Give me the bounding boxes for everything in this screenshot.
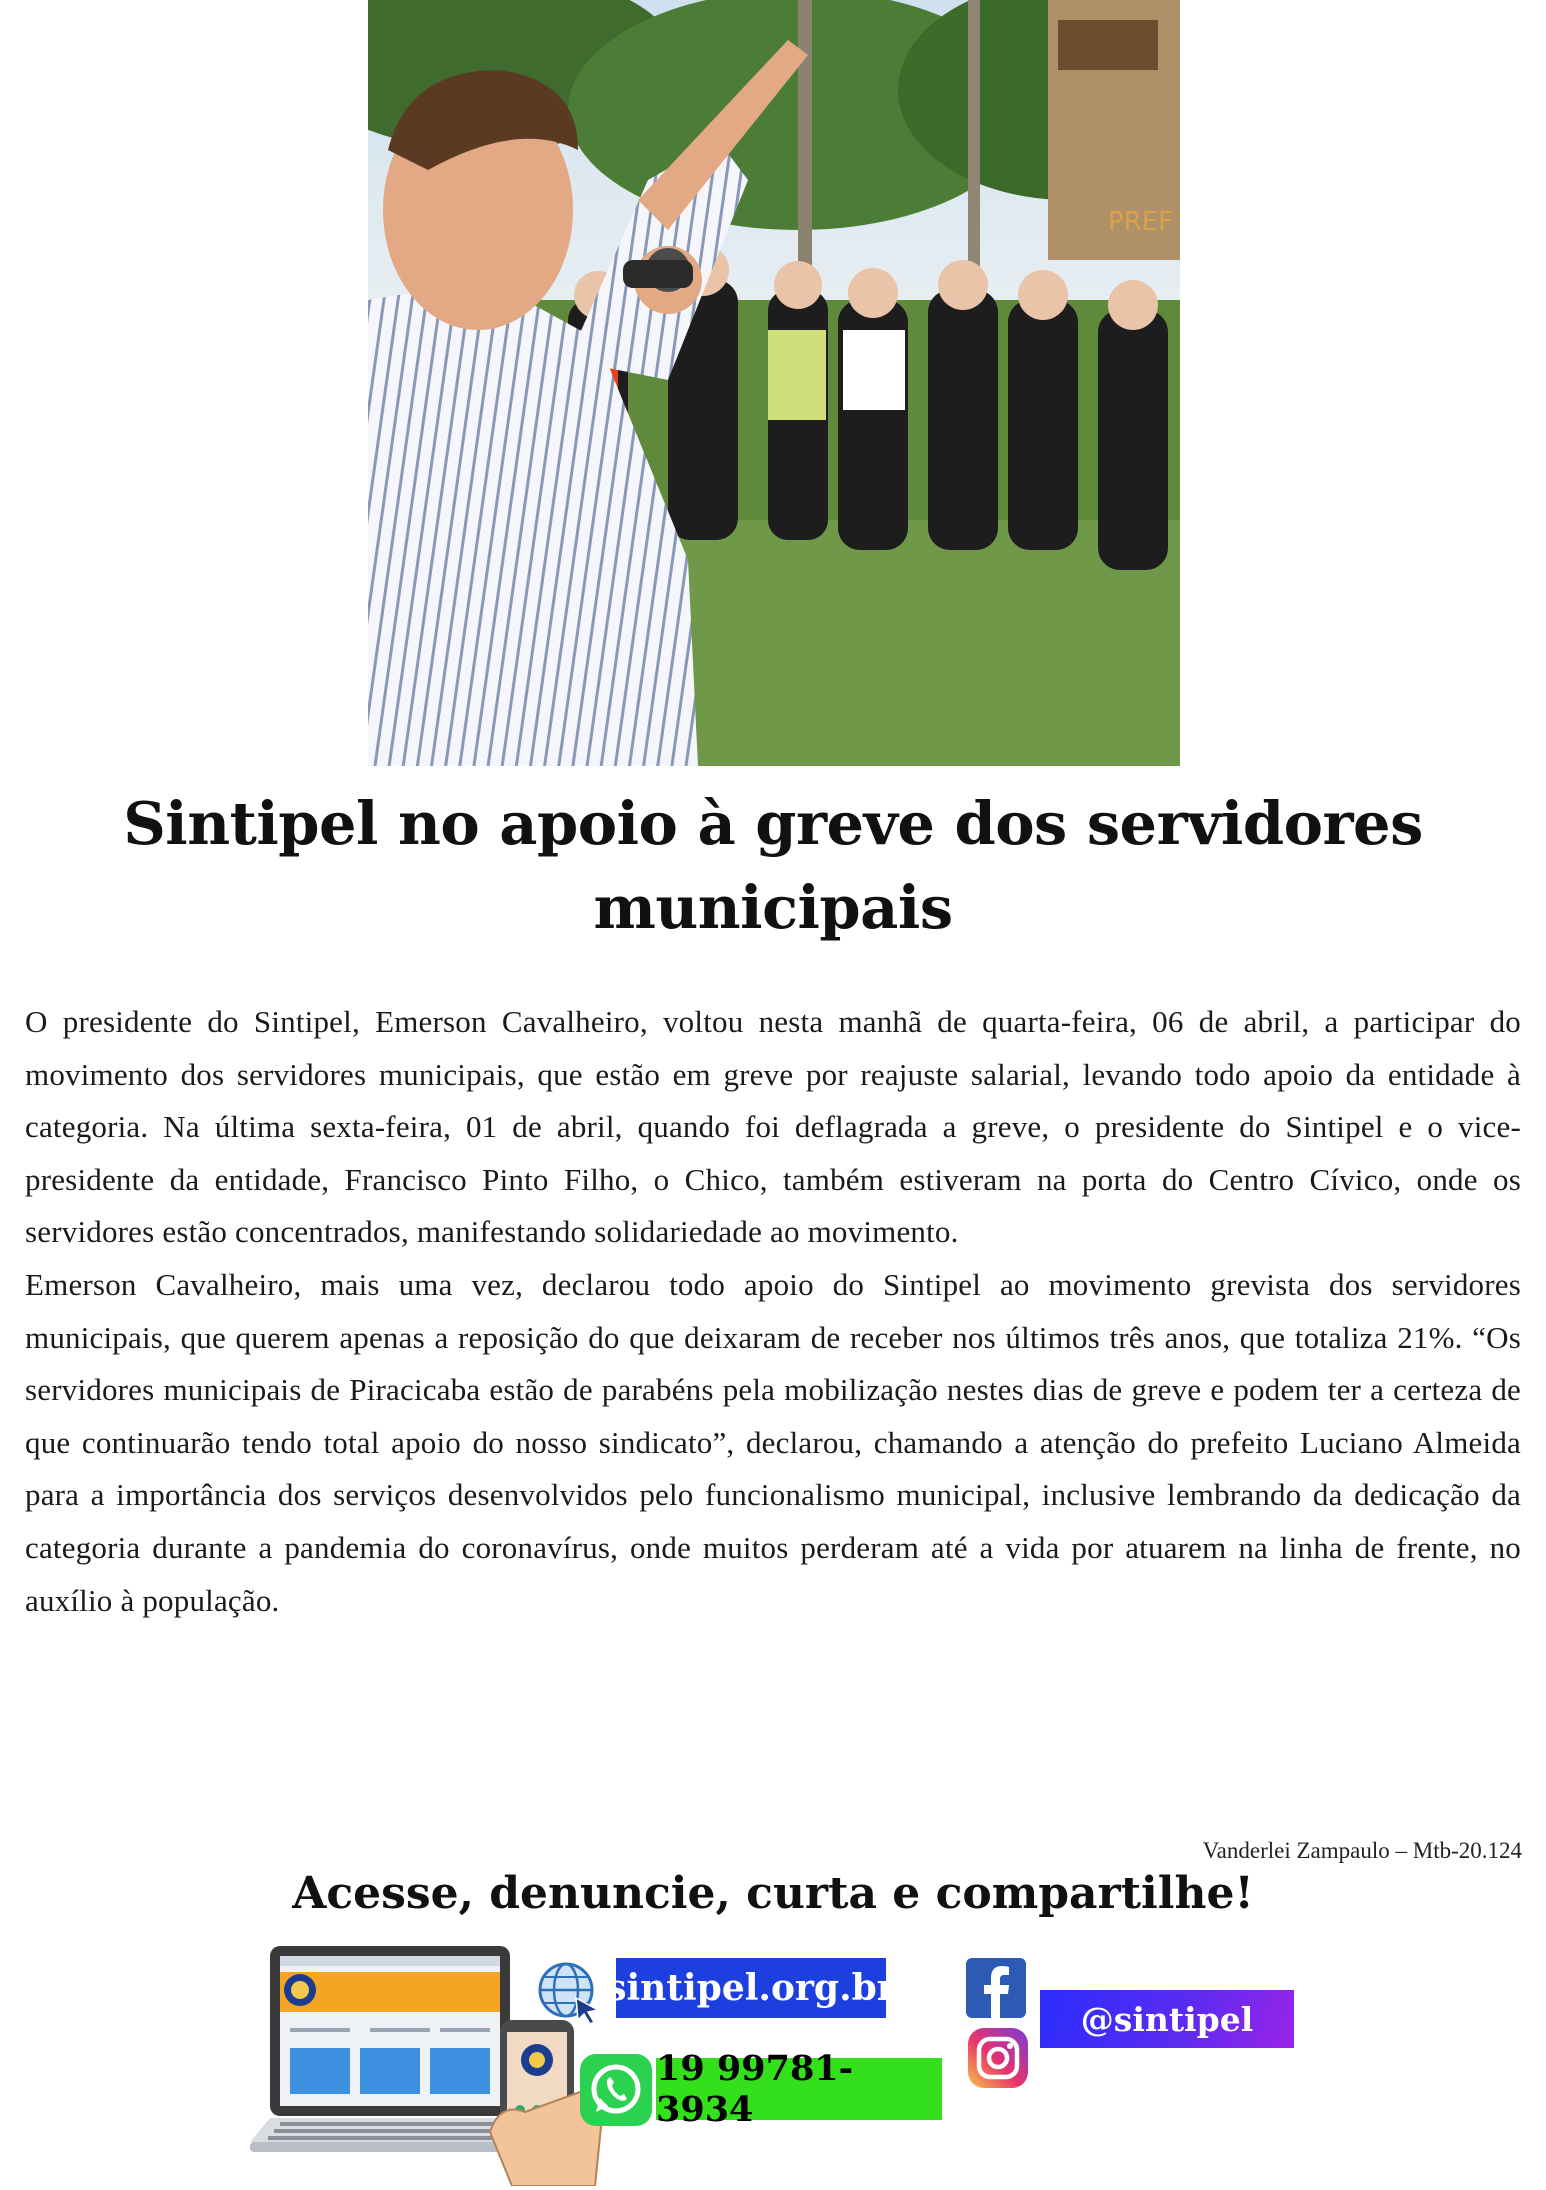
facebook-icon[interactable] [966, 1958, 1026, 2018]
globe-icon [536, 1960, 602, 2026]
article-paragraph: O presidente do Sintipel, Emerson Cavalheiro, voltou nesta manhã de quarta-feira, 06 de abril, a participar do movimento dos servidores municipais, que estão em greve por reajuste salarial, levando todo apoio da entidade à categoria. Na última sexta-feira, 01 de abril, quando foi deflagrada a greve, o presidente do Sintipel e o vice-presidente da entidade, Francisco Pinto Filho, o Chico, também estiveram na porta do Centro Cívico, onde os servidores estão concentrados, manifestando solidariedade ao movimento. [25, 1004, 1521, 1250]
svg-text:PREF: PREF [1108, 207, 1174, 237]
social-handle-link[interactable]: @sintipel [1040, 1990, 1294, 2048]
call-to-action: Acesse, denuncie, curta e compartilhe! [292, 1868, 1254, 1919]
instagram-icon[interactable] [966, 2026, 1030, 2090]
whatsapp-icon [580, 2054, 652, 2126]
author-byline: Vanderlei Zampaulo – Mtb-20.124 [1202, 1838, 1522, 1863]
phone-number[interactable]: 19 99781-3934 [656, 2058, 942, 2120]
speaker-photo [368, 0, 1180, 766]
article-body [25, 996, 1521, 1627]
website-link[interactable]: sintipel.org.br [616, 1958, 886, 2018]
article-headline: Sintipel no apoio à greve dos servidores municipais [123, 789, 1423, 942]
article-paragraph: Emerson Cavalheiro, mais uma vez, declarou todo apoio do Sintipel ao movimento grevista dos servidores municipais, que querem apenas a reposição do que deixaram de receber nos últimos três anos, que totaliza 21%. “Os servidores municipais de Piracicaba estão de parabéns pela mobilização nestes dias de greve e podem ter a certeza de que continuarão tendo total apoio do nosso sindicato”, declarou, chamando a atenção do prefeito Luciano Almeida para a importância dos serviços desenvolvidos pelo funcionalismo municipal, inclusive lembrando da dedicação da categoria durante a pandemia do coronavírus, onde muitos perderam até a vida por atuarem na linha de frente, no auxílio à população. [25, 1266, 1521, 1618]
